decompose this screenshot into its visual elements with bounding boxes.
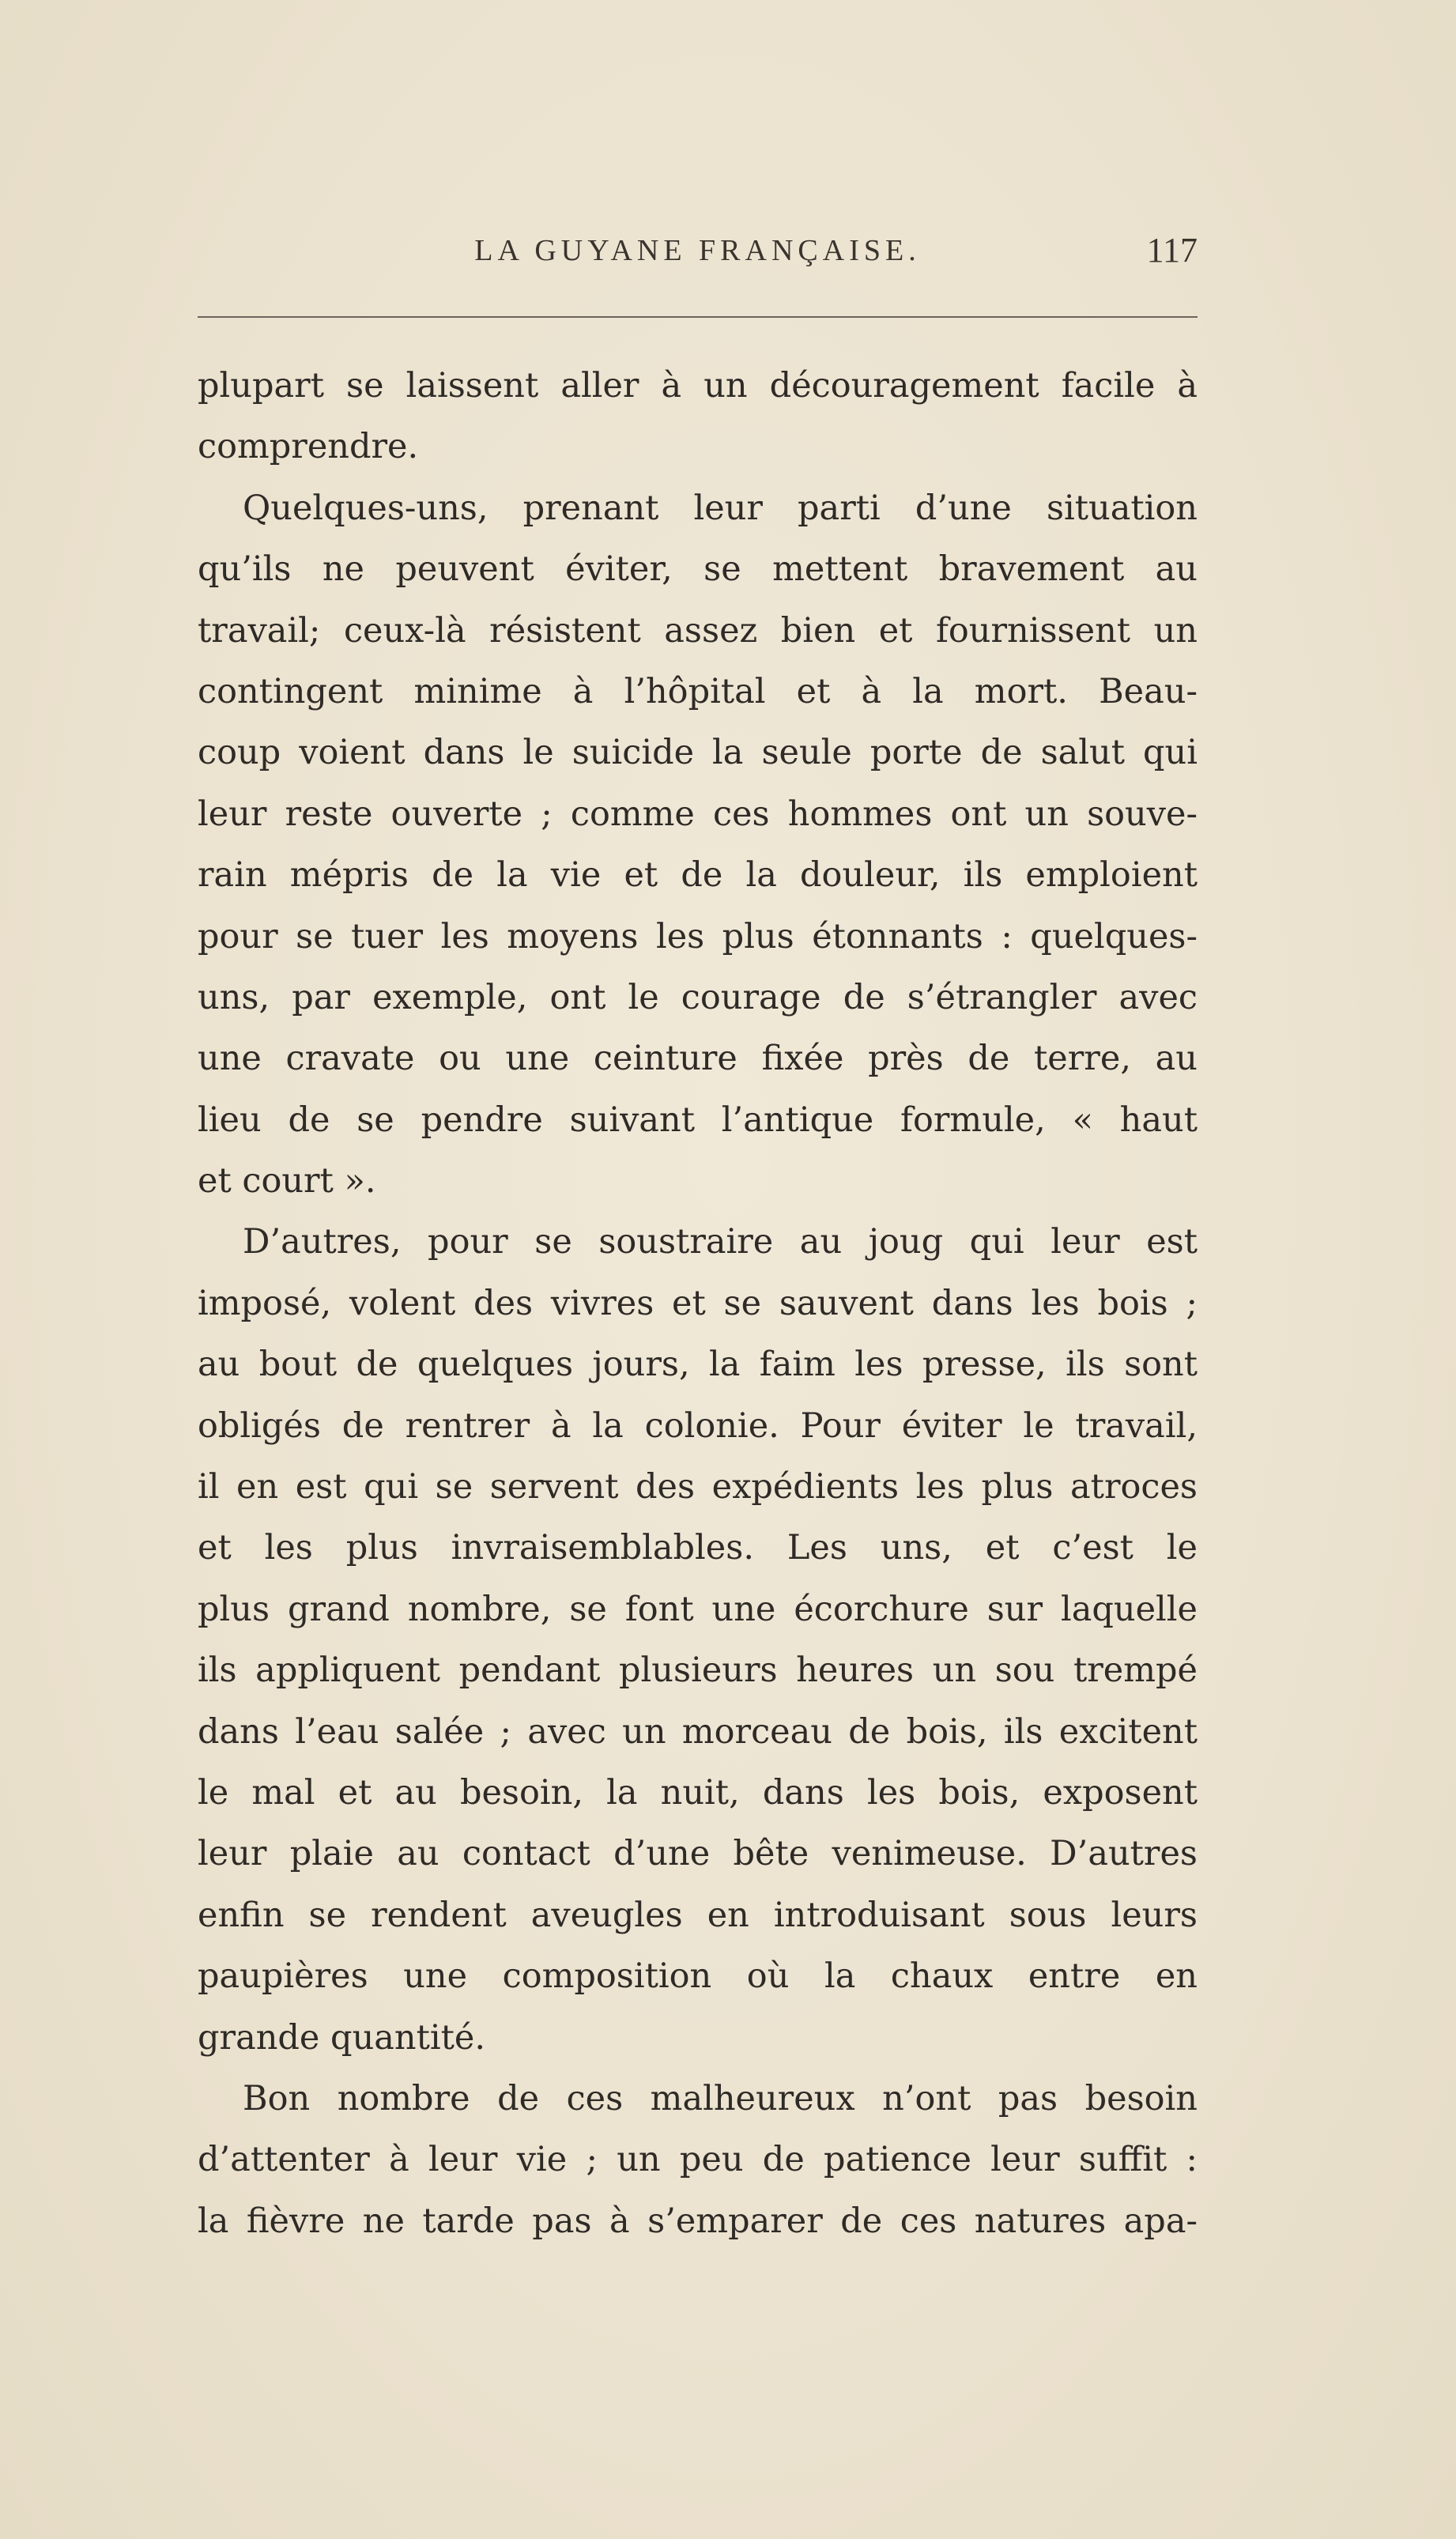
- text-line: plupart se laissent aller à un découragement facile à: [198, 366, 1198, 406]
- text-line: leur plaie au contact d’une bête venimeuse. D’autres: [198, 1834, 1198, 1874]
- text-line: il en est qui se servent des expédients les plus atroces: [198, 1467, 1198, 1507]
- text-line: et les plus invraisemblables. Les uns, et c’est le: [198, 1528, 1198, 1568]
- text-line: obligés de rentrer à la colonie. Pour éviter le travail,: [198, 1405, 1198, 1446]
- text-line: rain mépris de la vie et de la douleur, ils emploient: [198, 855, 1198, 896]
- text-line: ils appliquent pendant plusieurs heures un sou trempé: [198, 1651, 1198, 1691]
- running-title: LA GUYANE FRANÇAISE.: [474, 234, 921, 267]
- text-line: d’attenter à leur vie ; un peu de patience leur suffit :: [198, 2140, 1198, 2180]
- text-line: paupières une composition où la chaux entre en: [198, 1956, 1198, 1997]
- text-line: leur reste ouverte ; comme ces hommes ont un souve-: [198, 794, 1198, 834]
- text-line: pour se tuer les moyens les plus étonnants : quelques-: [198, 916, 1198, 956]
- header-rule: [198, 316, 1198, 318]
- text-line: travail; ceux-là résistent assez bien et fournissent un: [198, 610, 1198, 651]
- text-line: au bout de quelques jours, la faim les presse, ils sont: [198, 1345, 1198, 1385]
- text-line: plus grand nombre, se font une écorchure sur laquelle: [198, 1589, 1198, 1629]
- page-header: [198, 233, 1198, 296]
- text-line: grande quantité.: [198, 2017, 486, 2058]
- text-line: le mal et au besoin, la nuit, dans les bois, exposent: [198, 1772, 1198, 1813]
- text-line: coup voient dans le suicide la seule porte de salut qui: [198, 733, 1198, 773]
- text-line: D’autres, pour se soustraire au joug qui leur est: [243, 1222, 1198, 1262]
- page-number: 117: [1146, 231, 1198, 270]
- text-line: imposé, volent des vivres et se sauvent dans les bois ;: [198, 1283, 1198, 1323]
- text-line: dans l’eau salée ; avec un morceau de bois, ils excitent: [198, 1711, 1198, 1752]
- body-text: [198, 356, 1198, 2252]
- text-line: uns, par exemple, ont le courage de s’étrangler avec: [198, 977, 1198, 1017]
- text-line: comprendre.: [198, 427, 419, 467]
- text-line: la fièvre ne tarde pas à s’emparer de ces natures apa-: [198, 2201, 1198, 2241]
- text-line: lieu de se pendre suivant l’antique formule, « haut: [198, 1100, 1198, 1140]
- text-line: Quelques-uns, prenant leur parti d’une situation: [243, 488, 1198, 528]
- text-line: enfin se rendent aveugles en introduisant sous leurs: [198, 1895, 1198, 1935]
- text-line: contingent minime à l’hôpital et à la mort. Beau-: [198, 671, 1198, 711]
- text-line: Bon nombre de ces malheureux n’ont pas besoin: [243, 2078, 1198, 2118]
- text-line: qu’ils ne peuvent éviter, se mettent bravement au: [198, 549, 1198, 590]
- text-line: une cravate ou une ceinture fixée près de terre, au: [198, 1039, 1198, 1079]
- text-line: et court ».: [198, 1161, 376, 1202]
